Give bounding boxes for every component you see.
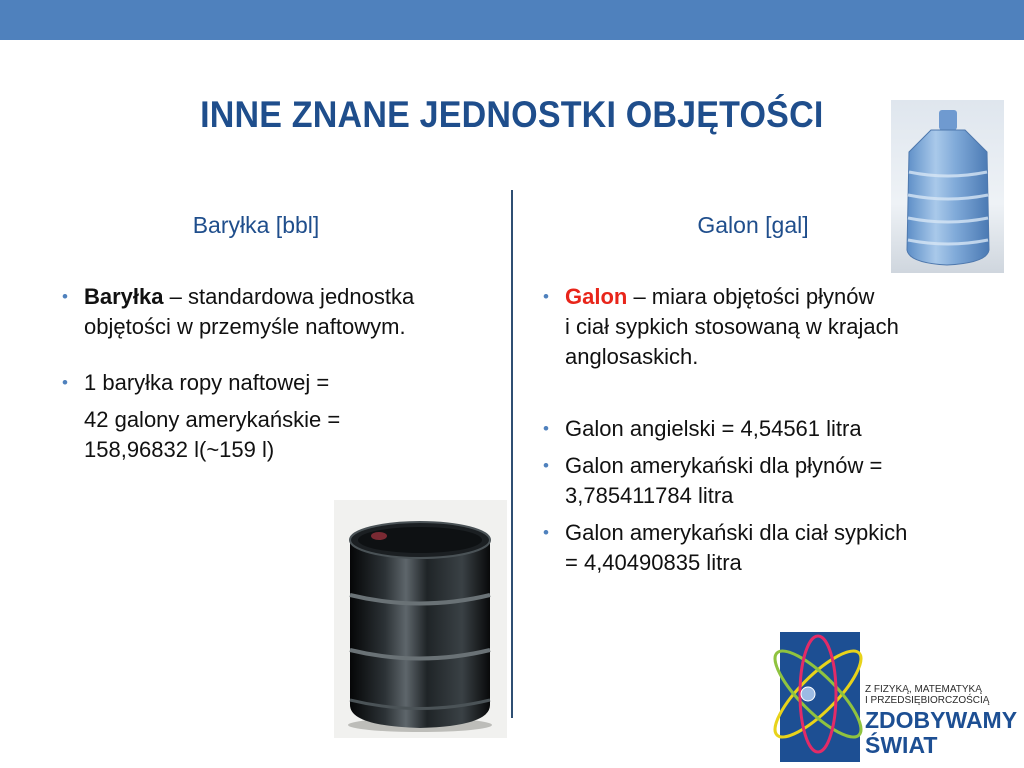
list-item-text: Galon amerykański dla ciał sypkich	[565, 520, 908, 545]
list-item-continuation	[60, 405, 500, 465]
list-item-text: = 4,40490835 litra	[565, 550, 742, 575]
bullet-icon: •	[543, 523, 549, 542]
bullet-icon: •	[543, 456, 549, 475]
bullet-icon: •	[62, 287, 68, 306]
water-bottle-icon	[891, 100, 1004, 273]
list-item	[60, 368, 500, 398]
oil-barrel-image	[334, 500, 507, 738]
list-item-text: objętości w przemyśle naftowym.	[84, 314, 406, 339]
list-item-text: anglosaskich.	[565, 344, 699, 369]
logo-line: ZDOBYWAMY	[865, 707, 1018, 733]
list-item	[541, 518, 981, 578]
globe-icon	[801, 687, 815, 701]
oil-barrel-icon	[334, 500, 507, 738]
list-item-text: 158,96832 l(~159 l)	[84, 437, 275, 462]
list-item-text: 1 baryłka ropy naftowej =	[84, 370, 330, 395]
left-bullet-list	[60, 282, 500, 465]
right-column-heading: Galon [gal]	[697, 212, 809, 238]
logo-line: ŚWIAT	[865, 732, 938, 758]
list-item-text: – standardowa jednostka	[163, 284, 415, 309]
logo-line: Z FIZYKĄ, MATEMATYKĄ	[865, 684, 982, 695]
right-bullet-list	[541, 282, 981, 578]
list-item-text: i ciał sypkich stosowaną w krajach	[565, 314, 899, 339]
list-item-text: Galon angielski = 4,54561 litra	[565, 416, 862, 441]
logo-wordmark	[865, 708, 1017, 758]
list-item-text: 3,785411784 litra	[565, 483, 734, 508]
bullet-icon: •	[62, 373, 68, 392]
list-item	[541, 414, 981, 444]
bullet-icon: •	[543, 419, 549, 438]
list-item-text: – miara objętości płynów	[627, 284, 875, 309]
logo-tagline	[865, 684, 989, 706]
list-item	[60, 282, 500, 342]
logo-line: I PRZEDSIĘBIORCZOŚCIĄ	[865, 695, 990, 706]
column-divider	[511, 190, 513, 718]
list-item-text: Galon amerykański dla płynów =	[565, 453, 883, 478]
left-column-heading: Baryłka [bbl]	[192, 212, 320, 238]
list-item-text: 42 galony amerykańskie =	[84, 407, 341, 432]
list-item	[541, 451, 981, 511]
term-barylka: Baryłka	[84, 284, 164, 309]
top-bar	[0, 0, 1024, 40]
project-logo	[770, 622, 1024, 768]
list-item	[541, 282, 981, 372]
slide-title: INNE ZNANE JEDNOSTKI OBJĘTOŚCI	[200, 94, 824, 135]
bullet-icon: •	[543, 287, 549, 306]
term-galon: Galon	[565, 284, 628, 309]
water-bottle-image	[891, 100, 1004, 273]
